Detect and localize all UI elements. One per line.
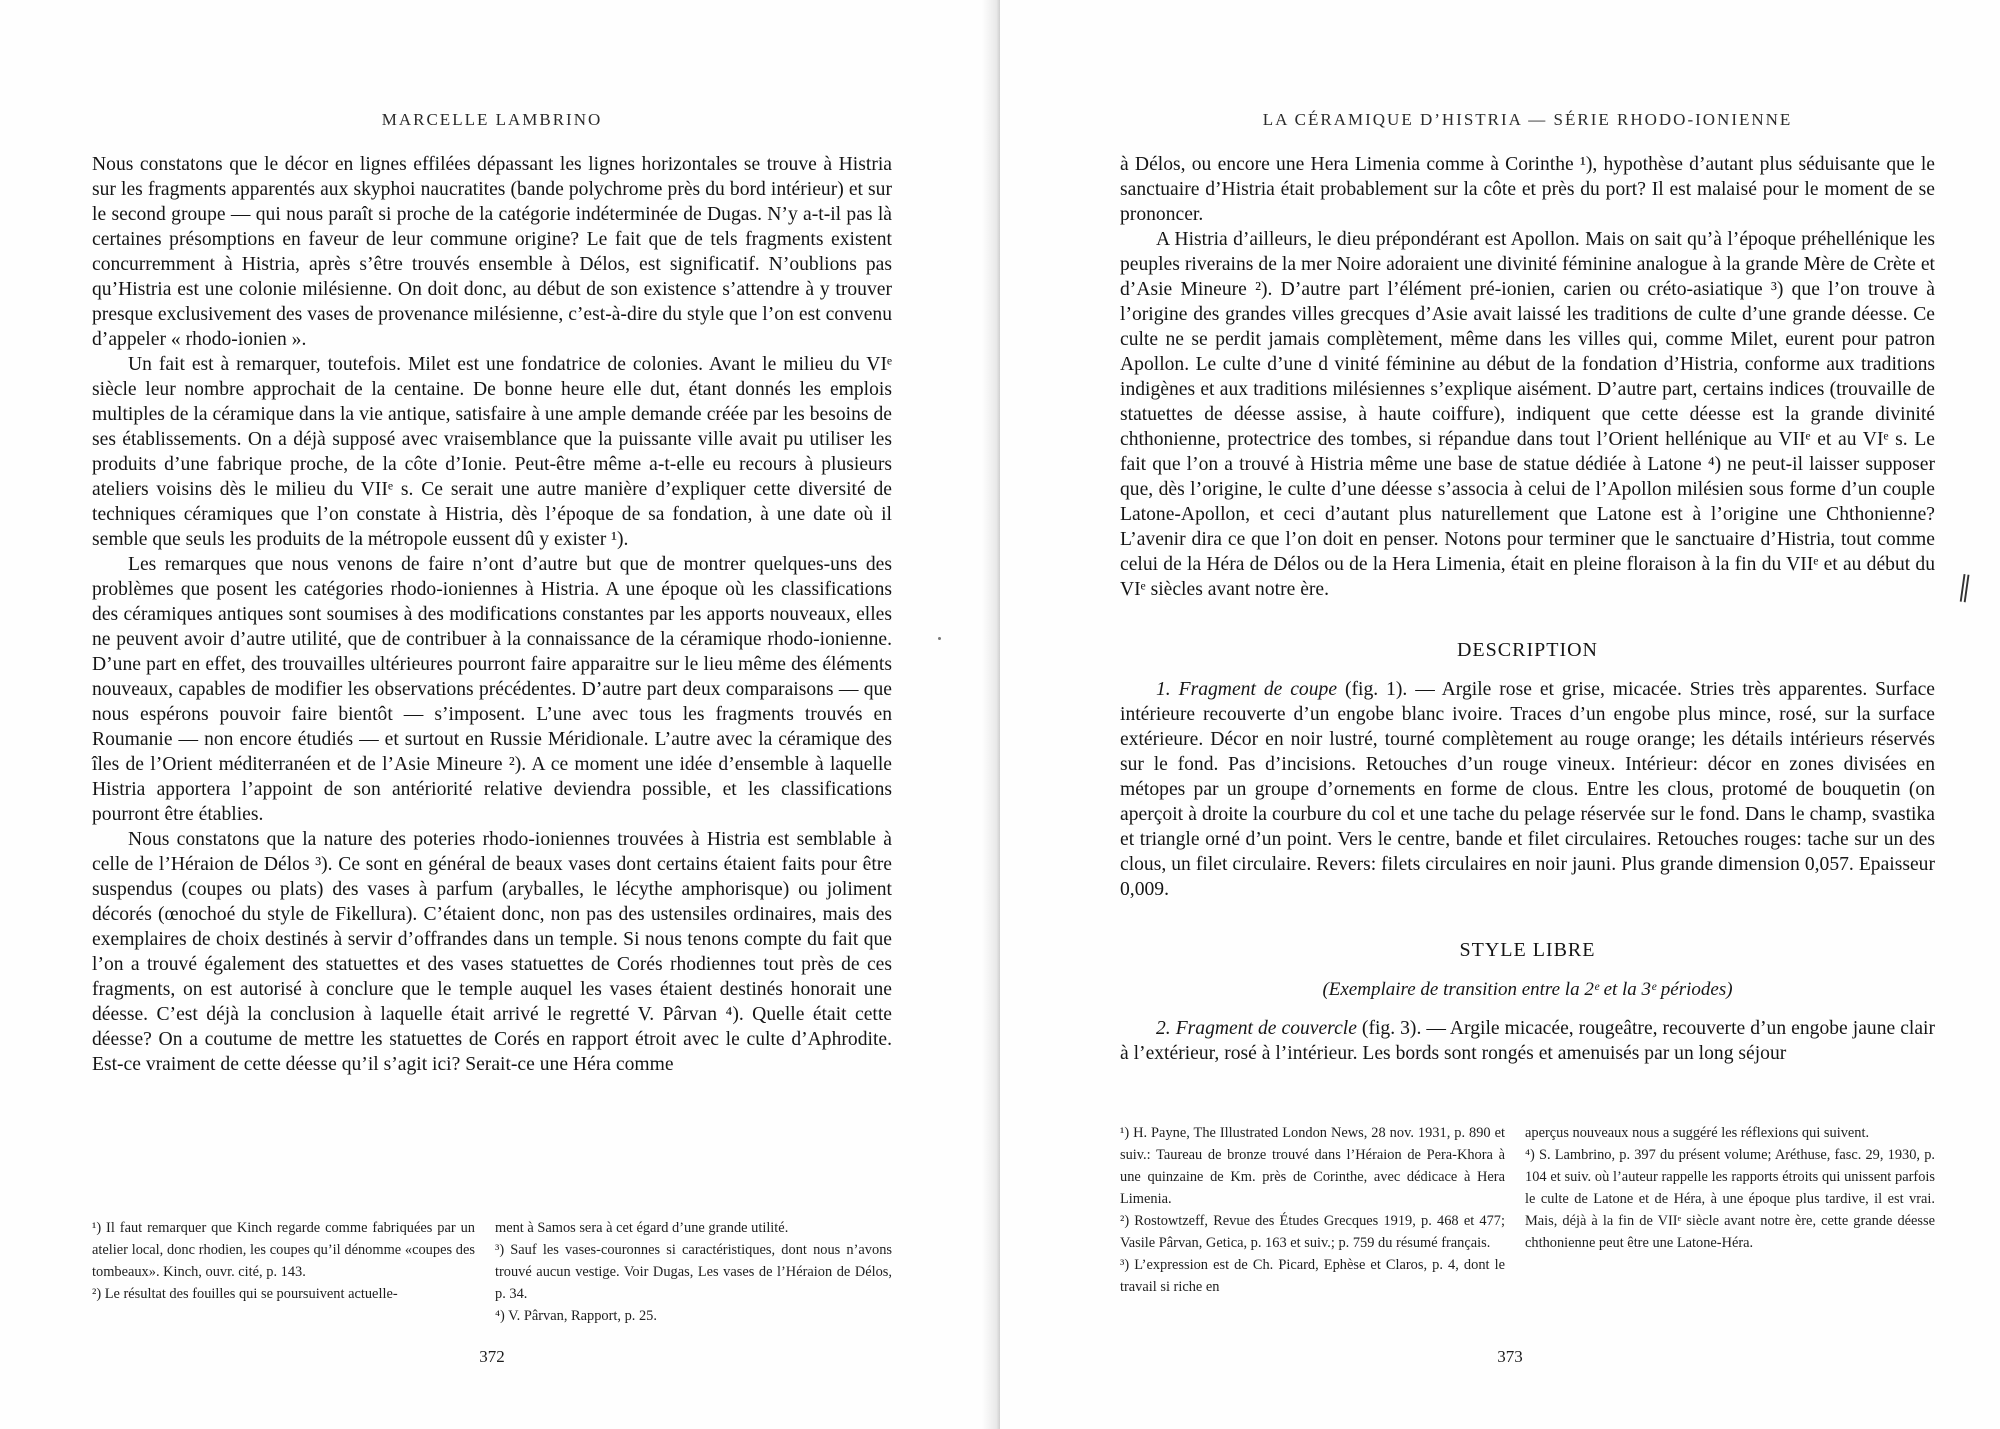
footnotes-right-col2	[1525, 1122, 1935, 1254]
footnote: ¹) Il faut remarquer que Kinch regarde comme fabriquées par un atelier local, donc rhodien, les coupes qu’il dénomme «coupes des tombeaux». Kinch, ouvr. cité, p. 143.	[92, 1220, 475, 1280]
section-heading-description: DESCRIPTION	[1456, 639, 1598, 661]
paragraph: Nous constatons que la nature des poteries rhodo-ioniennes trouvées à Histria est semblable à celle de l’Héraion de Délos ³). Ce sont en général de beaux vases dont certains étaient faits pour être suspendus (coupes ou plats) des vases à parfum (aryballes, le lécythe amphorisque) ou joliment décorés (œnochoé du style de Fikellura). C’étaient donc, non pas des ustensiles ordinaires, mais des exemplaires de choix destinés à servir d’offrandes dans un temple. Si nous tenons compte du fait que l’on a trouvé également des statuettes et des vases statuettes de Corés rhodiennes tout près de ces fragments, on est autorisé à conclure que le temple auquel les vases étaient destinés honorait une déesse. C’est déjà la conclusion à laquelle était arrivé le regretté V. Pârvan ⁴). Quelle était cette déesse? On a coutume de mettre les statuettes de Corés en rapport étroit avec le culte d’Aphrodite. Est-ce vraiment de cette déesse qu’il s’agit ici? Serait-ce une Héra comme	[92, 829, 892, 1075]
paragraph: A Histria d’ailleurs, le dieu prépondérant est Apollon. Mais on sait qu’à l’époque préhellénique les peuples riverains de la mer Noire adoraient une divinité féminine analogue à la grande Mère de Crète et d’Asie Mineure ²). D’autre part l’élément pré-ionien, carien ou créto-asiatique ³) que l’on trouve à l’origine des grandes villes grecques d’Asie avait laissé les traditions de culte d’une grande déesse. Ce culte ne se perdit jamais complètement, même dans les villes qui, comme Milet, eurent pour patron Apollon. Le culte d’une d vinité féminine au début de la fondation d’Histria, conforme aux traditions indigènes et aux traditions milésiennes s’explique aisément. D’autre part, certains indices (trouvaille de statuettes de déesse assise, à haute coiffure), indiquent que cette déesse est la grande divinité chthonienne, protectrice des tombes, si répandue dans tout l’Orient hellénique au VIIᵉ et au VIᵉ s. Le fait que l’on a trouvé à Histria même une base de statue dédiée à Latone ⁴) ne peut-il laisser supposer que, dès l’origine, le culte d’une déesse s’associa à celui de l’Apollon milésien sous forme d’un couple Latone-Apollon, et ceci d’autant plus naturellement que Latone est à l’origine une Chthonienne? L’avenir dira ce que l’on doit en penser. Notons pour terminer que le sanctuaire d’Histria, tout comme celui de la Héra de Délos ou de la Hera Limenia, était en pleine floraison à la fin du VIIᵉ et au début du VIᵉ siècles avant notre ère.	[1120, 229, 1935, 600]
footnote: ³) Sauf les vases-couronnes si caractéristiques, dont nous n’avons trouvé aucun vestige. Voir Dugas, Les vases de l’Héraion de Délos, p. 34.	[495, 1242, 892, 1302]
footnote: ³) L’expression est de Ch. Picard, Ephèse et Claros, p. 4, dont le travail si riche en	[1120, 1257, 1505, 1295]
running-head-right: LA CÉRAMIQUE D’HISTRIA — SÉRIE RHODO-IONIENNE	[1262, 110, 1793, 129]
style-lead: 2. Fragment de couvercle	[1156, 1018, 1357, 1039]
footnotes-left-col1	[92, 1217, 475, 1305]
section-heading-style: STYLE LIBRE	[1459, 939, 1596, 961]
paragraph: Les remarques que nous venons de faire n’ont d’autre but que de montrer quelques-uns des problèmes que posent les catégories rhodo-ioniennes à Histria. A une époque où les classifications des céramiques antiques sont soumises à des modifications constantes par les apports nouveaux, elles ne peuvent avoir d’autre utilité, que de contribuer à la connaissance de la céramique rhodo-ionienne. D’une part en effet, des trouvailles ultérieures pourront faire apparaitre sur le lieu même des éléments nouveaux, capables de modifier les observations précédentes. D’autre part deux comparaisons — que nous espérons pouvoir faire bientôt — s’imposent. L’une avec tous les fragments trouvés en Roumanie — non encore étudiés — et surtout en Russie Méridionale. L’autre avec la céramique des îles de l’Orient méditerranéen et de l’Asie Mineure ²). A ce moment une idée d’ensemble à laquelle Histria apportera l’appoint de son antériorité relative deviendra possible, et les classifications pourront être établies.	[92, 554, 892, 825]
left-body-text	[92, 152, 892, 1077]
footnote: ment à Samos sera à cet égard d’une grande utilité.	[495, 1220, 789, 1236]
handwritten-margin-mark: ǁ	[1955, 565, 1974, 612]
footnote: ²) Le résultat des fouilles qui se poursuivent actuelle-	[92, 1286, 398, 1302]
right-page	[1000, 0, 2000, 1429]
section-subheading-style: (Exemplaire de transition entre la 2ᵉ et la 3ᵉ périodes)	[1322, 979, 1733, 1000]
description-paragraph	[1120, 677, 1935, 902]
page-number-left: 372	[479, 1347, 505, 1366]
style-paragraph	[1120, 1016, 1935, 1066]
footnotes-left-col2	[495, 1217, 892, 1327]
running-head-left: MARCELLE LAMBRINO	[381, 110, 603, 129]
footnote: ⁴) V. Pârvan, Rapport, p. 25.	[495, 1308, 657, 1324]
paragraph: Nous constatons que le décor en lignes effilées dépassant les lignes horizontales se trouve à Histria sur les fragments apparentés aux skyphoi naucratites (bande polychrome près du bord intérieur) et sur le second groupe — qui nous paraît si proche de la catégorie indéterminée de Dugas. N’y a-t-il pas là certaines présomptions en faveur de leur commune origine? Le fait que de tels fragments existent concurremment à Histria, après s’être trouvés ensemble à Délos, est significatif. N’oublions pas qu’Histria est une colonie milésienne. On doit donc, au début de son existence s’attendre à y trouver presque exclusivement des vases de provenance milésienne, c’est-à-dire du style que l’on est convenu d’appeler « rhodo-ionien ».	[92, 154, 892, 350]
footnotes-right-col1	[1120, 1122, 1505, 1298]
stray-mark	[938, 637, 941, 640]
page-number-right: 373	[1497, 1347, 1523, 1366]
footnote: ⁴) S. Lambrino, p. 397 du présent volume; Aréthuse, fasc. 29, 1930, p. 104 et suiv. où l’auteur rappelle les rapports étroits qui unissent parfois le culte de Latone et de Héra, à une époque plus tardive, il est vrai. Mais, déjà à la fin de VIIᵉ siècle avant notre ère, cette grande déesse chthonienne peut être une Latone-Héra.	[1525, 1147, 1935, 1251]
paragraph: à Délos, ou encore une Hera Limenia comme à Corinthe ¹), hypothèse d’autant plus séduisante que le sanctuaire d’Histria était probablement sur la côte et près du port? Il est malaisé pour le moment de se prononcer.	[1120, 154, 1935, 225]
right-body-text	[1120, 152, 1935, 1066]
footnote: ¹) H. Payne, The Illustrated London News, 28 nov. 1931, p. 890 et suiv.: Taureau de bronze trouvé dans l’Héraion de Pera-Khora à une quinzaine de Km. près de Corinthe, avec dédicace à Hera Limenia.	[1120, 1125, 1505, 1207]
description-lead: 1. Fragment de coupe	[1156, 679, 1338, 700]
footnote: ²) Rostowtzeff, Revue des Études Grecques 1919, p. 468 et 477; Vasile Pârvan, Getica, p. 163 et suiv.; p. 759 du résumé français.	[1120, 1213, 1505, 1251]
style-text: (fig. 3). — Argile micacée, rougeâtre, recouverte d’un engobe jaune clair à l’extérieur, rosé à l’intérieur. Les bords sont rongés et amenuisés par un long séjour	[1120, 1018, 1935, 1064]
footnote: aperçus nouveaux nous a suggéré les réflexions qui suivent.	[1525, 1125, 1870, 1141]
paragraph: Un fait est à remarquer, toutefois. Milet est une fondatrice de colonies. Avant le milieu du VIᵉ siècle leur nombre approchait de la centaine. De bonne heure elle dut, étant donnés les emplois multiples de la céramique dans la vie antique, satisfaire à une ample demande créée par les besoins de ses établissements. On a déjà supposé avec vraisemblance que la puissante ville avait pu utiliser les produits d’une fabrique proche, de la côte d’Ionie. Peut-être même a-t-elle eu recours à plusieurs ateliers voisins dès le milieu du VIIᵉ s. Ce serait une autre manière d’expliquer cette diversité de techniques céramiques que l’on constate à Histria, dès l’époque de sa fondation, à une date où il semble que seuls les produits de la métropole eussent dû y exister ¹).	[92, 354, 892, 550]
description-text: (fig. 1). — Argile rose et grise, micacée. Stries très apparentes. Surface intérieure recouverte d’un engobe blanc ivoire. Traces d’un engobe plus mince, rosé, sur la surface extérieure. Décor en noir lustré, tourné complètement au rouge orange; les détails intérieurs réservés sur le fond. Pas d’incisions. Retouches d’un rouge vineux. Intérieur: décor en zones divisées en métopes par un groupe d’ornements en forme de clous. Entre les clous, protomé de bouquetin (on aperçoit à droite la courbure du col et une tache du pelage réservée sur le fond. Dans le champ, svastika et triangle orné d’un point. Vers le centre, bande et filet circulaires. Retouches rouges: tache sur un des clous, un filet circulaire. Revers: filets circulaires en noir jauni. Plus grande dimension 0,057. Epaisseur 0,009.	[1120, 679, 1935, 900]
